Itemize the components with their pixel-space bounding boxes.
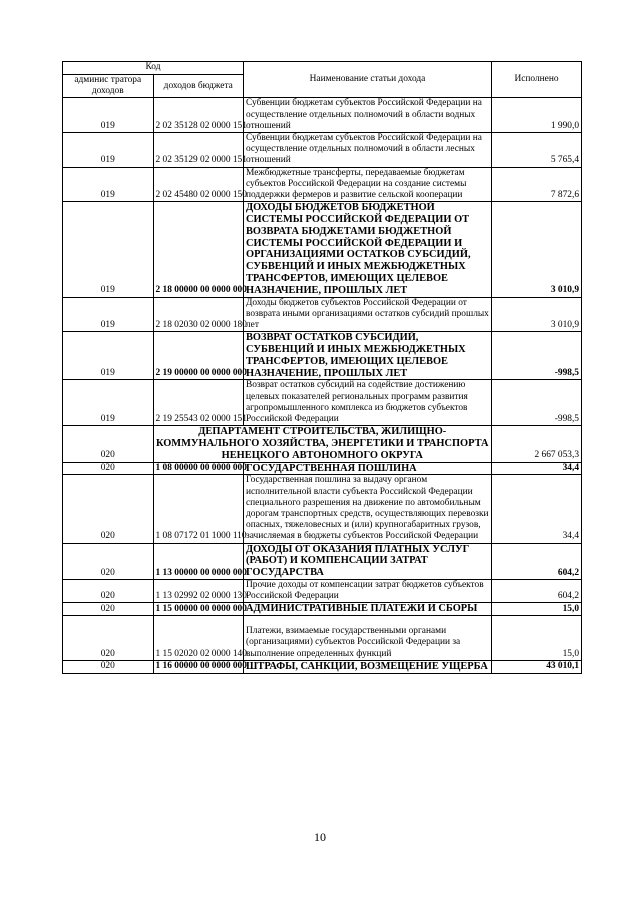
table-row: [63, 580, 582, 603]
budget-code-cell: 1 08 07172 01 1000 110: [153, 475, 244, 543]
admin-code-cell: 019: [63, 297, 154, 332]
item-name-cell: ШТРАФЫ, САНКЦИИ, ВОЗМЕЩЕНИЕ УЩЕРБА: [244, 660, 492, 673]
revenue-table: [62, 61, 582, 674]
table-row: [63, 616, 582, 661]
value-cell: 1 990,0: [492, 98, 582, 133]
table-row: [63, 332, 582, 380]
budget-code-cell: 2 18 02030 02 0000 180: [153, 297, 244, 332]
admin-code-cell: 019: [63, 167, 154, 202]
admin-code-cell: 019: [63, 202, 154, 297]
value-cell: 604,2: [492, 580, 582, 603]
page-number: 10: [314, 830, 326, 844]
admin-code-cell: 019: [63, 380, 154, 426]
value-cell: 15,0: [492, 616, 582, 661]
value-cell: 43 010,1: [492, 660, 582, 673]
item-name-cell: Субвенции бюджетам субъектов Российской Федерации на осуществление отдельных полномочий в области водных отношений: [244, 98, 492, 133]
budget-code-cell: 2 19 00000 00 0000 000: [153, 332, 244, 380]
budget-code-cell: 2 02 35128 02 0000 151: [153, 98, 244, 133]
header-admin: админис тратора доходов: [63, 75, 154, 98]
table-row: [63, 133, 582, 168]
budget-code-cell: 1 15 00000 00 0000 000: [153, 603, 244, 616]
admin-code-cell: 019: [63, 332, 154, 380]
budget-code-cell: 2 18 00000 00 0000 000: [153, 202, 244, 297]
budget-code-cell: 1 13 02992 02 0000 130: [153, 580, 244, 603]
table-row: [63, 380, 582, 426]
table-row: [63, 167, 582, 202]
header-value: Исполнено: [492, 62, 582, 98]
header-name: Наименование статьи дохода: [244, 62, 492, 98]
item-name-cell: Государственная пошлина за выдачу органом исполнительной власти субъекта Российской Федерации специального разрешения на движение по автомобильным дорогам транспортных средств, осуществляющих перевозки опасных, тяжеловесных и (или) крупногабаритных грузов, зачисляемая в бюджеты субъектов Российской Федерации: [244, 475, 492, 543]
header-kod: Код: [63, 62, 244, 75]
item-name-cell: Субвенции бюджетам субъектов Российской Федерации на осуществление отдельных полномочий в области лесных отношений: [244, 133, 492, 168]
budget-code-cell: 2 19 25543 02 0000 151: [153, 380, 244, 426]
admin-code-cell: 020: [63, 580, 154, 603]
value-cell: -998,5: [492, 380, 582, 426]
item-name-cell: Доходы бюджетов субъектов Российской Федерации от возврата иными организациями остатков субсидий прошлых лет: [244, 297, 492, 332]
table-row: [63, 297, 582, 332]
value-cell: 3 010,9: [492, 297, 582, 332]
admin-code-cell: 019: [63, 98, 154, 133]
table-row: [63, 660, 582, 673]
value-cell: 15,0: [492, 603, 582, 616]
admin-code-cell: 020: [63, 616, 154, 661]
item-name-cell: ДОХОДЫ БЮДЖЕТОВ БЮДЖЕТНОЙ СИСТЕМЫ РОССИЙСКОЙ ФЕДЕРАЦИИ ОТ ВОЗВРАТА БЮДЖЕТАМИ БЮДЖЕТНОЙ СИСТЕМЫ РОССИЙСКОЙ ФЕДЕРАЦИИ И ОРГАНИЗАЦИЯМИ ОСТАТКОВ СУБСИДИЙ, СУБВЕНЦИЙ И ИНЫХ МЕЖБЮДЖЕТНЫХ ТРАНСФЕРТОВ, ИМЕЮЩИХ ЦЕЛЕВОЕ НАЗНАЧЕНИЕ, ПРОШЛЫХ ЛЕТ: [244, 202, 492, 297]
budget-code-cell: 1 08 00000 00 0000 000: [153, 462, 244, 475]
admin-code-cell: 020: [63, 603, 154, 616]
table-row: [63, 462, 582, 475]
table-row: [63, 98, 582, 133]
table-header-row: [63, 62, 582, 75]
value-cell: 34,4: [492, 475, 582, 543]
item-name-cell: Прочие доходы от компенсации затрат бюджетов субъектов Российской Федерации: [244, 580, 492, 603]
value-cell: 604,2: [492, 543, 582, 579]
admin-code-cell: 020: [63, 660, 154, 673]
item-name-cell: Межбюджетные трансферты, передаваемые бюджетам субъектов Российской Федерации на создание системы поддержки фермеров и развитие сельской кооперации: [244, 167, 492, 202]
item-name-cell: АДМИНИСТРАТИВНЫЕ ПЛАТЕЖИ И СБОРЫ: [244, 603, 492, 616]
department-name-cell: ДЕПАРТАМЕНТ СТРОИТЕЛЬСТВА, ЖИЛИЩНО-КОММУНАЛЬНОГО ХОЗЯЙСТВА, ЭНЕРГЕТИКИ И ТРАНСПОРТА НЕНЕЦКОГО АВТОНОМНОГО ОКРУГА: [153, 426, 492, 462]
item-name-cell: Возврат остатков субсидий на содействие достижению целевых показателей региональных программ развития агропромышленного комплекса из бюджетов субъектов Российской Федерации: [244, 380, 492, 426]
table-row: [63, 202, 582, 297]
value-cell: 5 765,4: [492, 133, 582, 168]
admin-code-cell: 019: [63, 133, 154, 168]
admin-code-cell: 020: [63, 462, 154, 475]
budget-code-cell: 1 16 00000 00 0000 000: [153, 660, 244, 673]
budget-code-cell: 2 02 45480 02 0000 150: [153, 167, 244, 202]
value-cell: 3 010,9: [492, 202, 582, 297]
admin-code-cell: 020: [63, 543, 154, 579]
header-budget: доходов бюджета: [153, 75, 244, 98]
item-name-cell: ГОСУДАРСТВЕННАЯ ПОШЛИНА: [244, 462, 492, 475]
admin-code-cell: 020: [63, 426, 154, 462]
budget-code-cell: 1 15 02020 02 0000 140: [153, 616, 244, 661]
admin-code-cell: 020: [63, 475, 154, 543]
table-row: [63, 603, 582, 616]
budget-code-cell: 2 02 35129 02 0000 151: [153, 133, 244, 168]
table-row: [63, 475, 582, 543]
table-row: [63, 543, 582, 579]
table-body: [63, 98, 582, 673]
item-name-cell: Платежи, взимаемые государственными органами (организациями) субъектов Российской Федерации за выполнение определенных функций: [244, 616, 492, 661]
item-name-cell: ДОХОДЫ ОТ ОКАЗАНИЯ ПЛАТНЫХ УСЛУГ (РАБОТ) И КОМПЕНСАЦИИ ЗАТРАТ ГОСУДАРСТВА: [244, 543, 492, 579]
item-name-cell: ВОЗВРАТ ОСТАТКОВ СУБСИДИЙ, СУБВЕНЦИЙ И ИНЫХ МЕЖБЮДЖЕТНЫХ ТРАНСФЕРТОВ, ИМЕЮЩИХ ЦЕЛЕВОЕ НАЗНАЧЕНИЕ, ПРОШЛЫХ ЛЕТ: [244, 332, 492, 380]
budget-code-cell: 1 13 00000 00 0000 000: [153, 543, 244, 579]
value-cell: -998,5: [492, 332, 582, 380]
value-cell: 2 667 053,3: [492, 426, 582, 462]
value-cell: 34,4: [492, 462, 582, 475]
table-row: [63, 426, 582, 462]
value-cell: 7 872,6: [492, 167, 582, 202]
